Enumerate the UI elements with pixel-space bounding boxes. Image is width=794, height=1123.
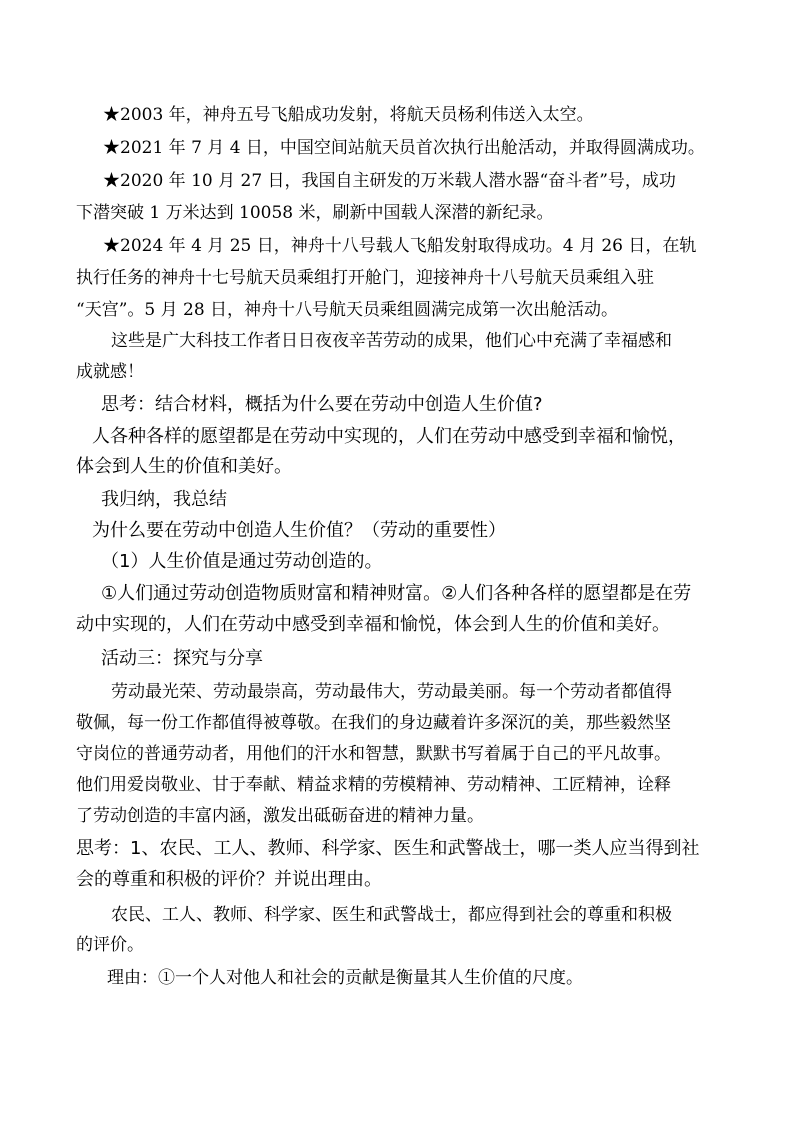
event-line-2020-a: ★2020 年 10 月 27 日，我国自主研发的万米载人潜水器“奋斗者”号，成功 [103,171,676,191]
question-heading: 思考：结合材料，概括为什么要在劳动中创造人生价值? [101,394,543,415]
answer-line-a: 人各种各样的愿望都是在劳动中实现的，人们在劳动中感受到幸福和愉悦， [92,426,686,447]
summary-heading: 我归纳，我总结 [101,489,227,510]
question-2-line-a: 思考：1、农民、工人、教师、科学家、医生和武警战士，哪一类人应当得到社 [76,838,700,859]
event-line-2021: ★2021 年 7 月 4 日，中国空间站航天员首次执行出舱活动，并取得圆满成功。 [103,138,705,158]
event-line-2020-b: 下潜突破 1 万米达到 10058 米，刷新中国载人深潜的新纪录。 [76,203,554,223]
event-line-2003: ★2003 年，神舟五号飞船成功发射，将航天员杨利伟送入太空。 [103,105,594,125]
summary-question: 为什么要在劳动中创造人生价值？（劳动的重要性） [92,520,506,541]
event-line-2024-c: “天宫”。5 月 28 日，神舟十八号航天员乘组圆满完成第一次出舱活动。 [76,300,619,320]
point-1: （1）人生价值是通过劳动创造的。 [101,551,383,572]
activity-para-line-1: 劳动最光荣、劳动最崇高，劳动最伟大，劳动最美丽。每一个劳动者都值得 [111,682,672,702]
answer-2-line-b: 的评价。 [76,935,144,955]
event-line-2024-b: 执行任务的神舟十七号航天员乘组打开舱门，迎接神舟十八号航天员乘组入驻 [76,268,654,288]
reason-line: 理由：①一个人对他人和社会的贡献是衡量其人生价值的尺度。 [107,968,583,988]
summary-line-a: 这些是广大科技工作者日日夜夜辛苦劳动的成果，他们心中充满了幸福感和 [111,331,672,351]
answer-2-line-a: 农民、工人、教师、科学家、医生和武警战士，都应得到社会的尊重和积极 [111,905,672,925]
summary-line-b: 成就感！ [76,362,144,382]
activity-para-line-3: 守岗位的普通劳动者，用他们的汗水和智慧，默默书写着属于自己的平凡故事。 [76,744,671,764]
activity-para-line-4: 他们用爱岗敬业、甘于奉献、精益求精的劳模精神、劳动精神、工匠精神，诠释 [76,775,671,795]
activity-para-line-5: 了劳动创造的丰富内涵，激发出砥砺奋进的精神力量。 [76,806,484,826]
point-1-detail-b: 动中实现的，人们在劳动中感受到幸福和愉悦，体会到人生的价值和美好。 [76,614,670,635]
event-line-2024-a: ★2024 年 4 月 25 日，神舟十八号载人飞船发射取得成功。4 月 26 日，在轨 [103,236,697,256]
activity-para-line-2: 敬佩，每一份工作都值得被尊敬。在我们的身边藏着许多深沉的美，那些毅然坚 [76,713,671,733]
activity-heading: 活动三：探究与分享 [101,648,263,669]
point-1-detail-a: ①人们通过劳动创造物质财富和精神财富。②人们各种各样的愿望都是在劳 [101,583,692,604]
question-2-line-b: 会的尊重和积极的评价？并说出理由。 [76,869,382,890]
answer-line-b: 体会到人生的价值和美好。 [76,456,292,477]
